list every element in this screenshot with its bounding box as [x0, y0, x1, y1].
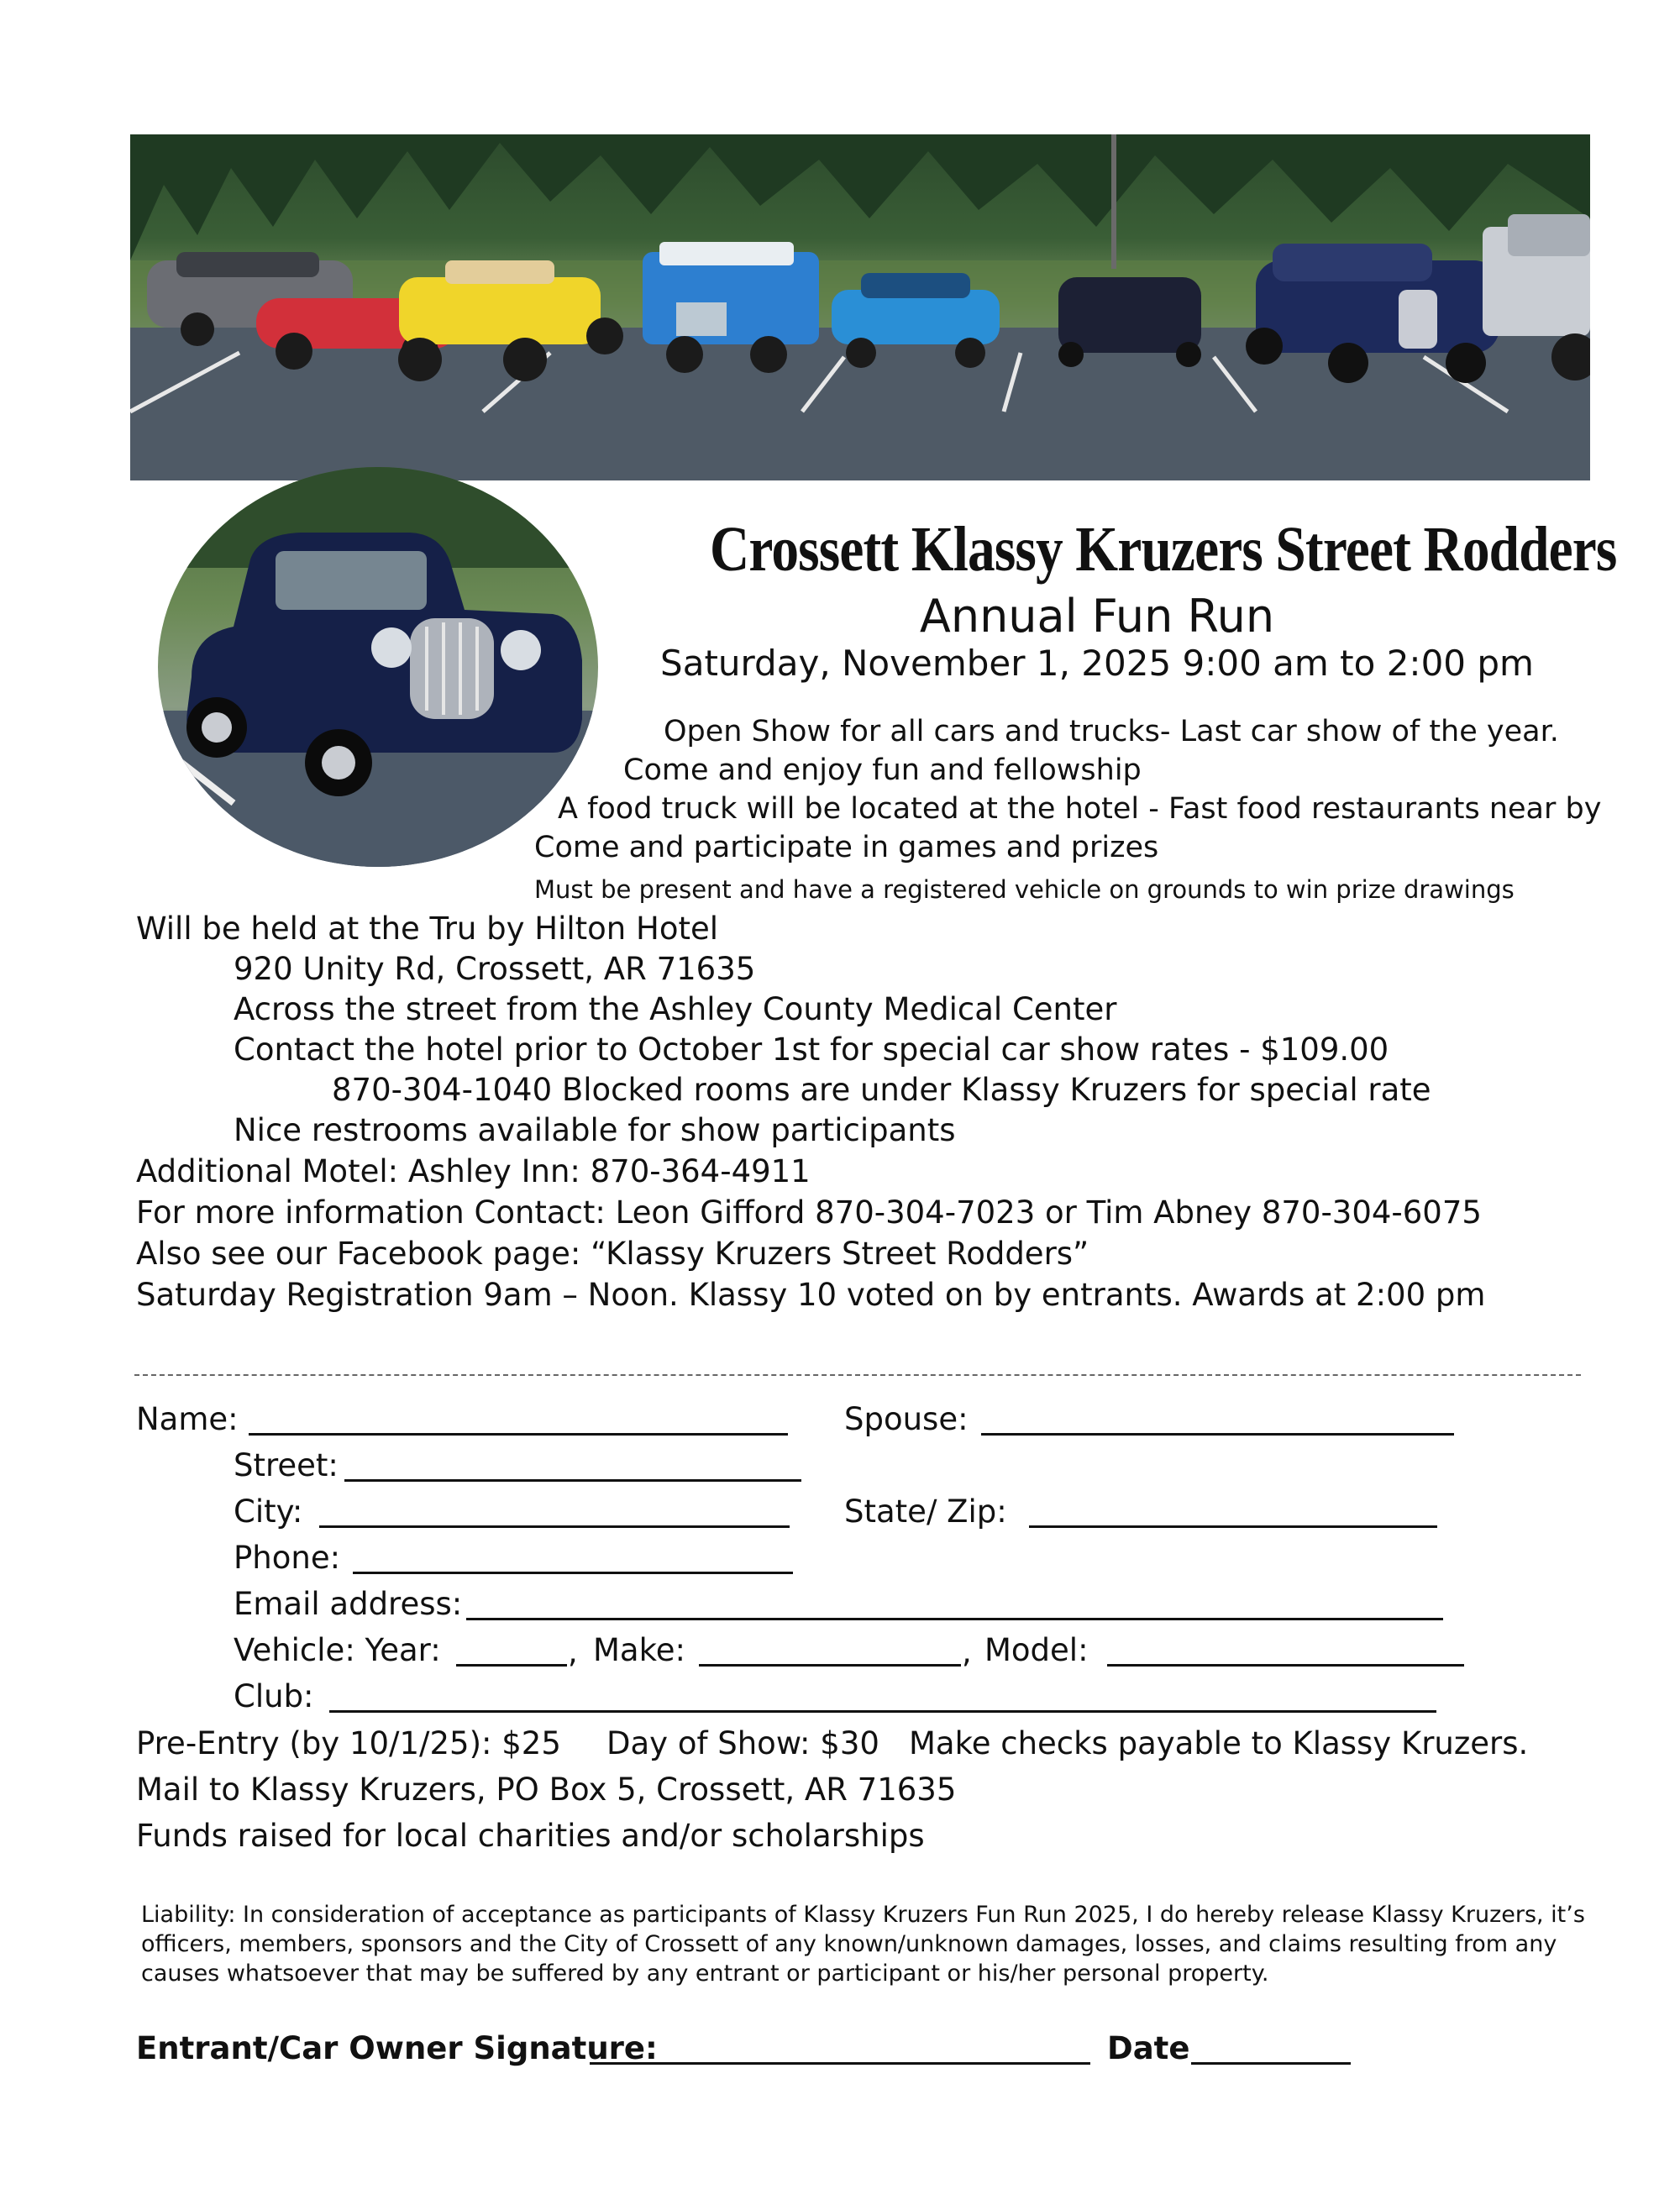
make-label: Make: — [593, 1632, 685, 1668]
year-comma: , — [568, 1634, 578, 1670]
make-comma: , — [962, 1634, 972, 1670]
prize-note: Must be present and have a registered vehicle on grounds to win prize drawings — [534, 875, 1515, 904]
email-field[interactable] — [466, 1618, 1443, 1620]
state-zip-label: State/ Zip: — [844, 1493, 1007, 1530]
vehicle-model-field[interactable] — [1107, 1664, 1464, 1667]
city-label: City: — [234, 1493, 303, 1530]
venue-restrooms: Nice restrooms available for show participants — [234, 1112, 956, 1148]
name-field[interactable] — [249, 1433, 788, 1436]
name-label: Name: — [136, 1401, 239, 1437]
street-field[interactable] — [344, 1479, 801, 1482]
club-field[interactable] — [329, 1710, 1436, 1713]
signature-label: Entrant/Car Owner Signature: — [136, 2030, 658, 2066]
checks-payable: Make checks payable to Klassy Kruzers. — [909, 1725, 1529, 1761]
street-label: Street: — [234, 1447, 339, 1483]
day-of-show-fee: Day of Show: $30 — [606, 1725, 879, 1761]
state-zip-field[interactable] — [1029, 1525, 1437, 1528]
funds-raised: Funds raised for local charities and/or scholarships — [136, 1818, 925, 1854]
event-datetime: Saturday, November 1, 2025 9:00 am to 2:00 pm — [660, 643, 1534, 684]
venue-address: 920 Unity Rd, Crossett, AR 71635 — [234, 951, 756, 987]
facebook-page: Also see our Facebook page: “Klassy Kruzers Street Rodders” — [136, 1236, 1089, 1272]
additional-motel: Additional Motel: Ashley Inn: 870-364-4911 — [136, 1153, 811, 1189]
liability-line-1: Liability: In consideration of acceptance as participants of Klassy Kruzers Fun Run 2025, I do hereby release Klassy Kruzers, it’s — [141, 1902, 1585, 1928]
event-subtitle: Annual Fun Run — [919, 590, 1275, 643]
signature-field[interactable] — [590, 2062, 1090, 2065]
email-label: Email address: — [234, 1586, 463, 1622]
more-info-contact: For more information Contact: Leon Gifford 870-304-7023 or Tim Abney 870-304-6075 — [136, 1194, 1482, 1231]
venue-contact-hotel: Contact the hotel prior to October 1st for special car show rates - $109.00 — [234, 1032, 1389, 1068]
venue-across: Across the street from the Ashley County Medical Center — [234, 991, 1117, 1027]
date-field[interactable] — [1191, 2062, 1351, 2065]
venue-held-at: Will be held at the Tru by Hilton Hotel — [136, 911, 719, 947]
hot-rod-circle-photo — [158, 467, 598, 867]
description-line-4: Come and participate in games and prizes — [534, 831, 1159, 864]
venue-phone-rooms: 870-304-1040 Blocked rooms are under Klassy Kruzers for special rate — [332, 1072, 1431, 1108]
model-label: Model: — [984, 1632, 1089, 1668]
spouse-field[interactable] — [981, 1433, 1454, 1436]
spouse-label: Spouse: — [844, 1401, 969, 1437]
description-line-1: Open Show for all cars and trucks- Last car show of the year. — [664, 715, 1559, 748]
vehicle-make-field[interactable] — [699, 1664, 961, 1667]
vehicle-year-field[interactable] — [456, 1664, 567, 1667]
description-line-3: A food truck will be located at the hotel - Fast food restaurants near by — [558, 792, 1602, 826]
liability-line-3: causes whatsoever that may be suffered by any entrant or participant or his/her personal property. — [141, 1961, 1269, 1987]
city-field[interactable] — [319, 1525, 790, 1528]
phone-label: Phone: — [234, 1540, 341, 1576]
cut-line-divider — [134, 1374, 1581, 1376]
description-line-2: Come and enjoy fun and fellowship — [623, 753, 1142, 787]
date-label: Date — [1107, 2030, 1190, 2066]
mail-to-address: Mail to Klassy Kruzers, PO Box 5, Crossett, AR 71635 — [136, 1772, 957, 1808]
registration-info: Saturday Registration 9am – Noon. Klassy 10 voted on by entrants. Awards at 2:00 pm — [136, 1277, 1486, 1313]
pre-entry-fee: Pre-Entry (by 10/1/25): $25 — [136, 1725, 561, 1761]
event-title: Crossett Klassy Kruzers Street Rodders — [710, 514, 1617, 585]
liability-line-2: officers, members, sponsors and the City of Crossett of any known/unknown damages, losses, and claims resulting from any — [141, 1931, 1557, 1957]
phone-field[interactable] — [353, 1572, 793, 1574]
club-label: Club: — [234, 1678, 314, 1714]
vehicle-year-label: Vehicle: Year: — [234, 1632, 441, 1668]
banner-car-photo — [130, 134, 1590, 480]
